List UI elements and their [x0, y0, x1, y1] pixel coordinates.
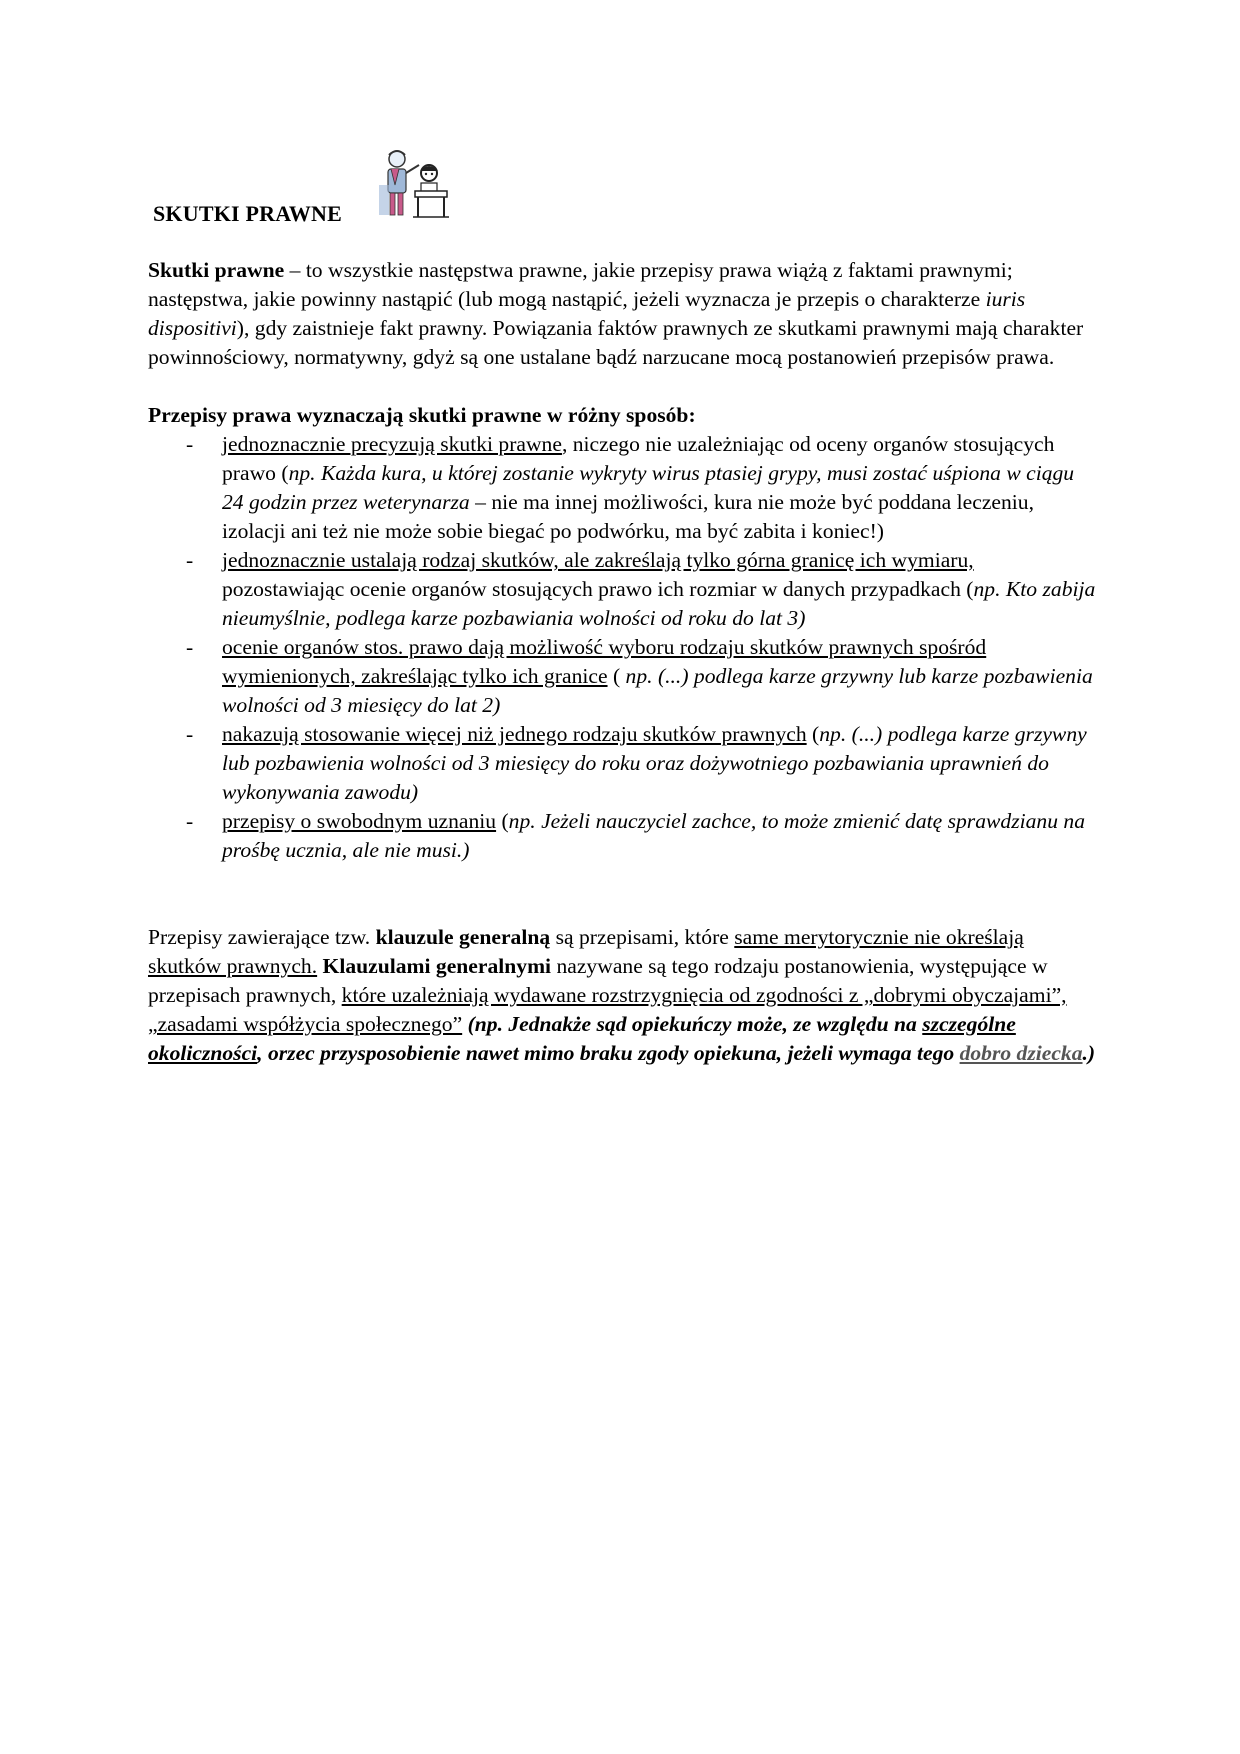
general-example-1: (np. Jednakże sąd opiekuńczy może, ze względu na: [462, 1012, 923, 1036]
list-item: [148, 546, 1098, 633]
latin-term: iuris dispositivi: [148, 287, 1026, 340]
title-row: [153, 145, 553, 235]
intro-text-2: ), gdy zaistnieje fakt prawny. Powiązania faktów prawnych ze skutkami prawnymi mają charakter powinnościowy, normatywny, gdyż są one ustalane bądź narzucane mocą postanowień przepisów prawa.: [148, 316, 1084, 369]
dash-bullet: -: [186, 432, 194, 456]
general-example-2: , orzec przysposobienie nawet mimo braku zgody opiekuna, jeżeli wymaga tego: [257, 1041, 960, 1065]
term-klauzula-generalna: klauzule generalną: [375, 925, 551, 949]
term-klauzule-generalne: Klauzulami generalnymi: [322, 954, 552, 978]
general-example-3: .): [1082, 1041, 1096, 1065]
dash-bullet: -: [186, 722, 194, 746]
item-underlined-text: jednoznacznie ustalają rodzaj skutków, ale zakreślają tylko górna granicę ich wymiaru,: [222, 548, 974, 572]
item-underlined-text: nakazują stosowanie więcej niż jednego rodzaju skutków prawnych: [222, 722, 807, 746]
teacher-student-clipart-icon: [375, 145, 453, 223]
intro-paragraph: [148, 256, 1098, 372]
general-underlined-1: same merytorycznie nie określają skutków prawnych.: [148, 925, 1024, 978]
item-underlined-text: jednoznacznie precyzują skutki prawne: [222, 432, 562, 456]
item-example: np. Każda kura, u której zostanie wykryty wirus ptasiej grypy, musi zostać uśpiona w ciągu 24 godzin przez weterynarza: [222, 461, 1075, 514]
term-skutki-prawne: Skutki prawne: [148, 258, 285, 282]
item-example: np. Kto zabija nieumyślnie, podlega karze pozbawiania wolności od roku do lat 3): [222, 577, 1096, 630]
item-text: (: [607, 664, 626, 688]
list-item: [148, 720, 1098, 807]
item-example: np. (...) podlega karze grzywny lub karze pozbawienia wolności od 3 miesięcy do lat 2): [222, 664, 1093, 717]
general-underlined-2: które uzależniają wydawane rozstrzygnięcia od zgodności z „dobrymi obyczajami”, „zasadami współżycia społecznego”: [148, 983, 1067, 1036]
item-text: (: [806, 722, 820, 746]
dash-bullet: -: [186, 809, 194, 833]
method-list: [148, 430, 1098, 865]
item-underlined-text: ocenie organów stos. prawo dają możliwość wyboru rodzaju skutków prawnych spośród wymienionych, zakreślając tylko ich granice: [222, 635, 987, 688]
dash-bullet: -: [186, 548, 194, 572]
document-body: [148, 256, 1098, 1068]
dash-bullet: -: [186, 635, 194, 659]
list-item: [148, 633, 1098, 720]
general-text-2: są przepisami, które: [550, 925, 735, 949]
general-example-underlined: szczególne okoliczności: [148, 1012, 1016, 1065]
item-text: , niczego nie uzależniając od oceny organów stosujących prawo (: [222, 432, 1055, 485]
item-underlined-text: przepisy o swobodnym uznaniu: [222, 809, 497, 833]
general-clause-paragraph: [148, 923, 1098, 1068]
general-text-1: Przepisy zawierające tzw.: [148, 925, 376, 949]
document-title: SKUTKI PRAWNE: [153, 201, 343, 226]
intro-text-1: – to wszystkie następstwa prawne, jakie przepisy prawa wiążą z faktami prawnymi; następstwa, jakie powinny nastąpić (lub mogą nastąpić, jeżeli wyznacza je przepis o charakterze: [148, 258, 1013, 311]
item-text-continuation: – nie ma innej możliwości, kura nie może być poddana leczeniu, izolacji ani też nie może sobie biegać po podwórku, ma być zabita i koniec!): [222, 490, 1034, 543]
item-example: np. (...) podlega karze grzywny lub pozbawienia wolności od 3 miesięcy do roku oraz dożywotniego pozbawiania uprawnień do wykonywania zawodu): [222, 722, 1087, 804]
list-item: [148, 807, 1098, 865]
section-heading: Przepisy prawa wyznaczają skutki prawne w różny sposób:: [148, 403, 696, 427]
item-text: pozostawiając ocenie organów stosujących prawo ich rozmiar w danych przypadkach (: [222, 577, 974, 601]
item-example: np. Jeżeli nauczyciel zachce, to może zmienić datę sprawdzianu na prośbę ucznia, ale nie musi.): [222, 809, 1085, 862]
general-text-4: nazywane są tego rodzaju postanowienia, występujące w przepisach prawnych,: [148, 954, 1048, 1007]
list-item: [148, 430, 1098, 546]
item-text: (: [496, 809, 509, 833]
dobro-dziecka-link[interactable]: dobro dziecka: [959, 1041, 1083, 1065]
